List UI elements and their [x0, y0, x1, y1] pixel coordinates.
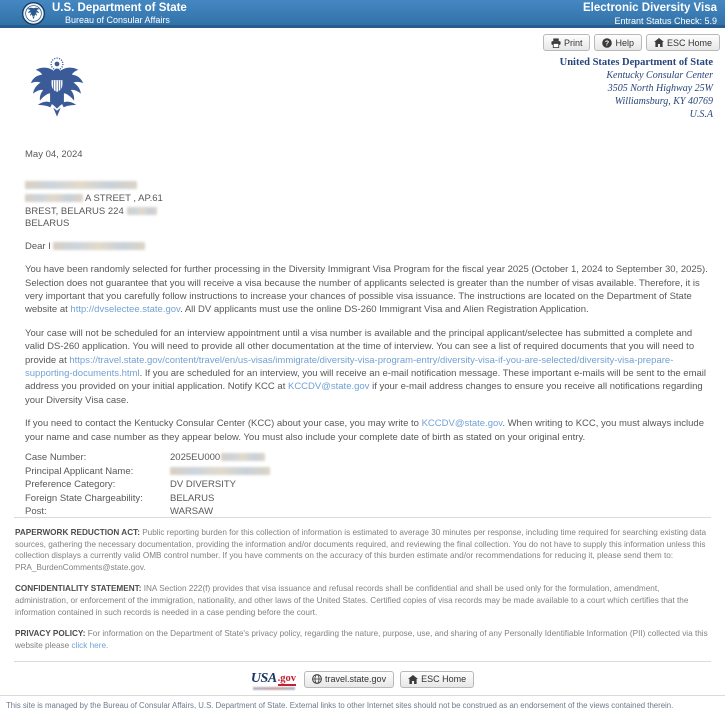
case-number-row: Case Number: 2025EU000	[25, 451, 713, 465]
dvselectee-link[interactable]: http://dvselectee.state.gov	[70, 304, 181, 316]
great-seal-eagle-icon	[25, 56, 89, 123]
divider	[14, 661, 711, 662]
agency-title-block	[52, 2, 187, 26]
case-details	[25, 451, 713, 519]
letterhead-line: U.S.A	[689, 109, 713, 120]
globe-icon	[312, 674, 322, 684]
post-row: Post: WARSAW	[25, 506, 214, 518]
footer-esc-home-label: ESC Home	[421, 674, 467, 685]
home-icon	[408, 675, 418, 684]
kccdv-email-link[interactable]: KCCDV@state.gov	[421, 418, 503, 430]
agency-name: U.S. Department of State	[52, 2, 187, 14]
footer-esc-home-button[interactable]	[400, 671, 474, 688]
site-disclaimer: This site is managed by the Bureau of Consular Affairs, U.S. Department of State. External links to other Internet sites should not be construed as an endorsement of the views contained therein.	[6, 701, 674, 711]
paragraph-contact-kcc: If you need to contact the Kentucky Consular Center (KCC) about your case, you may write to KCCDV@state.gov. When writing to KCC, you must always include your name and case number as they appear below. You must also include your complete date of birth as stated on your original entry.	[25, 418, 705, 443]
preference-category-row: Preference Category: DV DIVERSITY	[25, 479, 236, 491]
letterhead-address	[560, 56, 713, 121]
letterhead-dept: United States Department of State	[559, 57, 713, 68]
print-label: Print	[563, 37, 583, 48]
help-button[interactable]	[594, 34, 642, 51]
divider	[14, 517, 711, 518]
redacted-salutation-name	[53, 242, 145, 250]
address-line: BELARUS	[25, 218, 70, 230]
address-line	[25, 180, 713, 193]
legal-notices	[15, 527, 710, 651]
supporting-documents-link[interactable]: https://travel.state.gov/content/travel/en/us-visas/immigrate/diversity-visa-program-entry/diversity-visa-if-you-are-selected/diversity-visa-prepare-supporting-documents.html	[25, 354, 674, 380]
letterhead-line: Williamsburg, KY 40769	[614, 96, 713, 107]
toolbar	[543, 34, 720, 51]
usagov-logo[interactable]: USA .gov	[251, 672, 296, 686]
salutation: Dear I	[25, 240, 713, 253]
applicant-name-row: Principal Applicant Name:	[25, 465, 713, 479]
divider	[0, 695, 725, 696]
recipient-address	[25, 180, 713, 230]
redacted-name	[25, 181, 137, 189]
kccdv-email-link[interactable]: KCCDV@state.gov	[287, 381, 370, 393]
redacted-postal	[127, 207, 157, 215]
usagov-tagline	[253, 687, 295, 690]
footer-links-row	[0, 669, 725, 689]
help-icon	[602, 38, 612, 48]
chargeability-row: Foreign State Chargeability: BELARUS	[25, 492, 215, 504]
esc-home-label: ESC Home	[666, 37, 712, 48]
app-subtitle: Entrant Status Check: 5.9	[614, 15, 717, 26]
address-line: BREST, BELARUS 224	[25, 206, 713, 219]
letterhead-line: 3505 North Highway 25W	[607, 83, 713, 94]
esc-home-button[interactable]	[646, 34, 720, 51]
travel-state-gov-button[interactable]	[304, 671, 394, 688]
confidentiality-statement: CONFIDENTIALITY STATEMENT: INA Section 222(f) provides that visa issuance and refusal records shall be confidential and shall be used only for the formulation, amendment, administration, or enforcement of the immigration, nationality, and other laws of the United States. Certified copies of visa records may be made available to a court which certifies that the information contained in such records is needed in a case pending before the court.	[15, 584, 689, 617]
paperwork-reduction-act: PAPERWORK REDUCTION ACT: Public reporting burden for this collection of information is estimated to average 30 minutes per response, including time required for searching existing data sources, gathering the necessary documentation, providing the information and/or documents required, and reviewing the final collection. You do not have to supply this information unless this collection displays a currently valid OMB control number. If you have comments on the accuracy of this burden estimate and/or recommendations for reducing it, please send them to: PRA_BurdenComments@state.gov.	[15, 528, 707, 572]
svg-text:?: ?	[605, 39, 610, 47]
redacted-case-number	[221, 453, 265, 461]
travel-state-gov-label: travel.state.gov	[325, 674, 387, 685]
header-bar	[0, 0, 725, 28]
redacted-applicant-name	[170, 467, 270, 475]
privacy-policy-link[interactable]: click here.	[71, 640, 109, 650]
paragraph-selection-notice: You have been randomly selected for further processing in the Diversity Immigrant Visa Program for the fiscal year 2025 (October 1, 2024 to September 30, 2025). Selection does not guarantee that you will receive a visa because the number of applicants selected is greater than the number of visas available. Therefore, it is very important that you carefully follow instructions to increase your chances of possible visa issuance. The instructions are located on the Department of State website at http://dvselectee.state.gov. All DV applicants must use the online DS-260 Immigrant Visa and Alien Registration Application.	[25, 264, 708, 316]
app-title-block	[583, 2, 717, 27]
home-icon	[654, 38, 664, 47]
agency-bureau: Bureau of Consular Affairs	[65, 15, 170, 26]
app-title: Electronic Diversity Visa	[582, 2, 717, 14]
paragraph-interview-info: Your case will not be scheduled for an interview appointment until a visa number is available and the principal applicant/selectee has submitted a complete and valid DS-260 application. You will need to provide all other documentation at the time of interview. You can see a list of required documents that you will need to provide at https://travel.state.gov/content/travel/en/us-visas/immigrate/diversity-visa-program-entry/diversity-visa-if-you-are-selected/diversity-visa-prepare-supporting-documents.html. If you are scheduled for an interview, you will receive an e-mail notification message. These important e-mails will be sent to the email address you provided on your initial application. Notify KCC at KCCDV@state.gov if your e-mail address changes to ensure you receive all notifications regarding your Diversity Visa case.	[25, 327, 706, 406]
letterhead-line: Kentucky Consular Center	[606, 70, 713, 81]
legal-footer-section	[0, 517, 725, 710]
dos-seal-icon	[22, 2, 45, 25]
letter-body	[25, 148, 713, 519]
print-icon	[551, 38, 561, 48]
privacy-policy: PRIVACY POLICY: For information on the Department of State's privacy policy, regarding the nature, purpose, use, and sharing of any Personally Identifiable Information (PII) collected via this website please click here.	[15, 629, 708, 650]
letter-date: May 04, 2024	[25, 149, 83, 160]
print-button[interactable]	[543, 34, 591, 51]
address-line: A STREET , AP.61	[25, 193, 713, 206]
help-label: Help	[615, 37, 634, 48]
redacted-street-prefix	[25, 194, 83, 202]
